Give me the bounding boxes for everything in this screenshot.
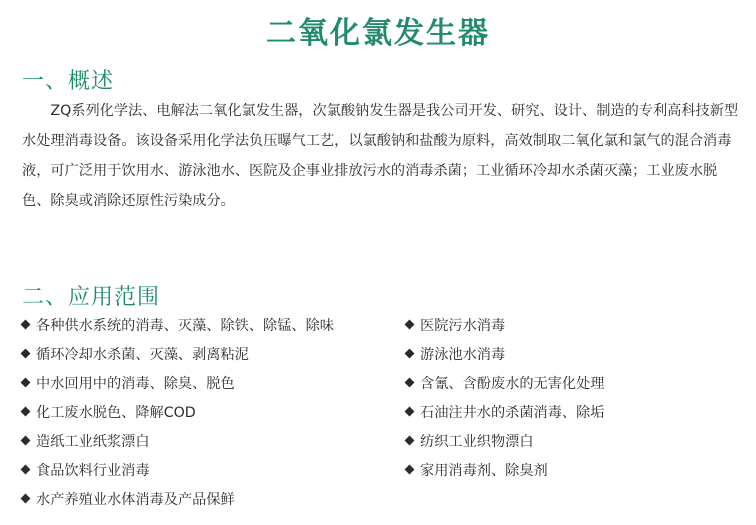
list-item [22,403,196,423]
list-row [22,345,742,374]
list-item [406,374,604,394]
list-item [22,461,150,481]
list-item-label: 含氰、含酚废水的无害化处理 [420,376,605,392]
list-item-label: 石油注井水的杀菌消毒、除垢 [420,405,605,421]
list-item [406,316,505,336]
list-item-label: 游泳池水消毒 [420,347,506,363]
list-item-label: 中水回用中的消毒、除臭、脱色 [36,376,235,392]
list-item [406,432,534,452]
list-row [22,432,742,461]
applications-list [22,316,742,519]
list-item [406,403,604,423]
list-item-label: 各种供水系统的消毒、灭藻、除铁、除锰、除味 [36,318,334,334]
list-item [22,490,235,510]
list-row [22,316,742,345]
list-item-label: 纺织工业织物漂白 [420,434,534,450]
list-item [406,345,505,365]
section-heading-applications: 二、应用范围 [22,285,161,310]
list-item [22,316,334,336]
list-item-label: 循环冷却水杀菌、灭藻、剥离粘泥 [36,347,249,363]
list-item-label: 化工废水脱色、降解COD [36,405,196,421]
list-item [22,374,235,394]
section-heading-overview: 一、概述 [22,69,115,94]
page-title: 二氧化氯发生器 [266,16,490,51]
overview-paragraph: ZQ系列化学法、电解法二氧化氯发生器，次氯酸钠发生器是我公司开发、研究、设计、制造的专利高科技新型水处理消毒设备。该设备采用化学法负压曝气工艺，以氯酸钠和盐酸为原料，高效制取二氧化氯和氯气的混合消毒液，可广泛用于饮用水、游泳池水、医院及企事业排放污水的消毒杀菌；工业循环冷却水杀菌灭藻；工业废水脱色、除臭或消除还原性污染成分。 [22,103,739,209]
list-item-label: 水产养殖业水体消毒及产品保鲜 [36,492,235,508]
list-row [22,374,742,403]
list-item-label: 家用消毒剂、除臭剂 [420,463,548,479]
list-item-label: 医院污水消毒 [420,318,506,334]
list-row [22,403,742,432]
list-row [22,461,742,490]
list-row [22,490,742,519]
list-item [22,345,249,365]
list-item-label: 食品饮料行业消毒 [36,463,150,479]
list-item [22,432,150,452]
list-item [406,461,548,481]
list-item-label: 造纸工业纸浆漂白 [36,434,150,450]
